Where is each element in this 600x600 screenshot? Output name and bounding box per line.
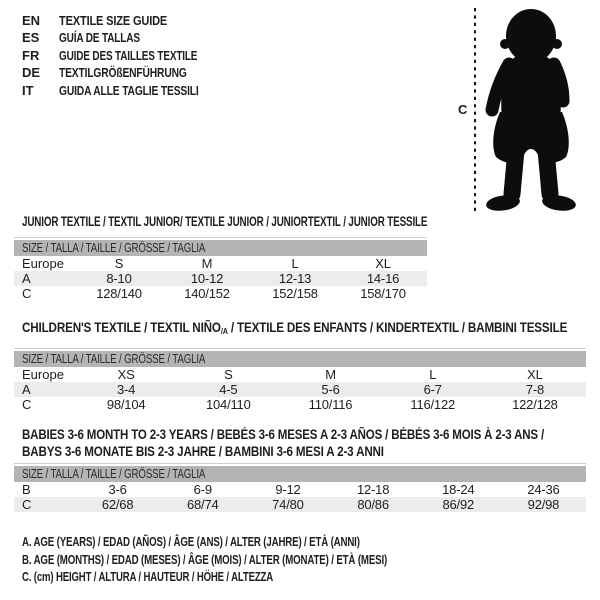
table-cell: 5-6 bbox=[321, 382, 340, 397]
table-cell: S bbox=[114, 256, 124, 271]
row-label: A bbox=[22, 271, 31, 286]
language-code: EN bbox=[22, 13, 41, 28]
section-title-text: BABYS 3-6 MONATE BIS 2-3 JAHRE / BAMBINI 3-6 MESI A 2-3 ANNI bbox=[22, 444, 384, 459]
table-row bbox=[14, 271, 427, 286]
height-measure-figure bbox=[455, 0, 600, 220]
footnote-b bbox=[22, 552, 492, 570]
table-cell: 4-5 bbox=[219, 382, 238, 397]
height-letter-label: C bbox=[458, 102, 468, 117]
row-label: C bbox=[22, 286, 32, 301]
table-cell: 3-6 bbox=[108, 482, 127, 497]
footnote-text: B. AGE (MONTHS) / EDAD (MESES) / ÂGE (MOIS) / ALTER (MONATE) / ETÀ (MESI) bbox=[22, 552, 388, 567]
table-row bbox=[14, 256, 427, 271]
table-cell: 7-8 bbox=[525, 382, 545, 397]
table-cell: 86/92 bbox=[442, 497, 475, 512]
section-title-children bbox=[22, 319, 600, 340]
table-cell: 98/104 bbox=[106, 397, 146, 412]
size-table-header bbox=[14, 240, 427, 256]
table-row bbox=[14, 482, 586, 497]
section-title-text: BABIES 3-6 MONTH TO 2-3 YEARS / BEBÉS 3-6 MESES A 2-3 AÑOS / BÉBÉS 3-6 MOIS À 2-3 ANS / bbox=[22, 427, 544, 442]
footnotes bbox=[22, 534, 492, 587]
language-title: GUIDA ALLE TAGLIE TESSILI bbox=[59, 82, 199, 98]
table-cell: 24-36 bbox=[527, 482, 560, 497]
row-label: Europe bbox=[22, 256, 64, 271]
table-cell: 110/116 bbox=[308, 397, 353, 412]
table-cell: 122/128 bbox=[512, 397, 558, 412]
table-cell: S bbox=[224, 367, 233, 382]
table-cell: M bbox=[201, 256, 213, 271]
row-label: B bbox=[22, 482, 31, 497]
title-part: CHILDREN'S TEXTILE / TEXTIL NIÑO bbox=[22, 320, 221, 335]
language-title-list bbox=[22, 12, 239, 99]
list-item bbox=[22, 29, 239, 46]
table-cell: 80/86 bbox=[357, 497, 389, 512]
table-cell: 128/140 bbox=[96, 286, 142, 301]
table-cell: 68/74 bbox=[186, 497, 219, 512]
size-header-text: SIZE / TALLA / TAILLE / GRÖSSE / TAGLIA bbox=[22, 467, 206, 481]
table-cell: XL bbox=[375, 256, 391, 271]
table-cell: 92/98 bbox=[527, 497, 560, 512]
footnote-a bbox=[22, 534, 492, 552]
table-cell: 12-18 bbox=[356, 482, 390, 497]
language-title: TEXTILGRÖßENFÜHRUNG bbox=[59, 65, 187, 81]
size-table-header bbox=[14, 351, 586, 367]
table-cell: XL bbox=[527, 367, 543, 382]
table-row bbox=[14, 367, 586, 382]
section-title-babies bbox=[22, 426, 600, 460]
table-row bbox=[14, 397, 586, 412]
table-cell: 104/110 bbox=[205, 397, 251, 412]
language-code: DE bbox=[22, 65, 41, 81]
table-cell: 9-12 bbox=[275, 482, 301, 497]
language-title: TEXTILE SIZE GUIDE bbox=[59, 13, 168, 28]
table-cell: 152/158 bbox=[272, 286, 318, 301]
list-item bbox=[22, 64, 239, 81]
title-subscript: /A bbox=[220, 326, 228, 336]
section-title-text bbox=[22, 319, 567, 340]
baby-silhouette bbox=[455, 0, 600, 220]
language-title: GUÍA DE TALLAS bbox=[59, 30, 140, 46]
table-row bbox=[14, 286, 427, 301]
size-header-text: SIZE / TALLA / TAILLE / GRÖSSE / TAGLIA bbox=[22, 241, 206, 255]
size-header-text: SIZE / TALLA / TAILLE / GRÖSSE / TAGLIA bbox=[22, 352, 206, 366]
section-title-text: JUNIOR TEXTILE / TEXTIL JUNIOR/ TEXTILE JUNIOR / JUNIORTEXTIL / JUNIOR TESSILE bbox=[22, 214, 428, 229]
table-cell: 10-12 bbox=[190, 271, 224, 286]
table-cell: 62/68 bbox=[101, 497, 134, 512]
table-cell: 74/80 bbox=[272, 497, 304, 512]
footnote-c bbox=[22, 569, 492, 587]
language-code: FR bbox=[22, 47, 40, 63]
table-cell: 8-10 bbox=[106, 271, 132, 286]
table-cell: 3-4 bbox=[117, 382, 136, 397]
table-cell: 140/152 bbox=[184, 286, 230, 301]
row-label: Europe bbox=[22, 367, 64, 382]
table-cell: 6-9 bbox=[193, 482, 212, 497]
size-table-junior bbox=[14, 237, 427, 301]
row-label: A bbox=[22, 382, 31, 397]
table-cell: 116/122 bbox=[410, 397, 456, 412]
section-title-junior bbox=[22, 213, 577, 230]
list-item bbox=[22, 82, 239, 99]
list-item bbox=[22, 12, 239, 29]
table-cell: L bbox=[429, 367, 437, 382]
table-cell: 6-7 bbox=[423, 382, 442, 397]
footnote-text: C. (cm) HEIGHT / ALTURA / HAUTEUR / HÖHE / ALTEZZA bbox=[22, 570, 274, 584]
table-cell: L bbox=[291, 256, 299, 271]
table-cell: XS bbox=[117, 367, 135, 382]
table-row bbox=[14, 382, 586, 397]
language-title: GUIDE DES TAILLES TEXTILE bbox=[59, 47, 198, 63]
table-row bbox=[14, 497, 586, 512]
footnote-text: A. AGE (YEARS) / EDAD (AÑOS) / ÂGE (ANS) / ALTER (JAHRE) / ETÀ (ANNI) bbox=[22, 535, 360, 549]
size-table-babies bbox=[14, 463, 586, 512]
table-cell: 14-16 bbox=[366, 271, 400, 286]
table-cell: 12-13 bbox=[278, 271, 312, 286]
title-part: / TEXTILE DES ENFANTS / KINDERTEXTIL / BAMBINI TESSILE bbox=[227, 320, 568, 335]
row-label: C bbox=[22, 397, 32, 412]
language-code: ES bbox=[22, 30, 40, 46]
table-cell: 158/170 bbox=[360, 286, 406, 301]
row-label: C bbox=[22, 497, 32, 512]
table-cell: M bbox=[325, 367, 336, 382]
list-item bbox=[22, 47, 239, 64]
size-table-header bbox=[14, 466, 586, 482]
table-cell: 18-24 bbox=[442, 482, 475, 497]
language-code: IT bbox=[22, 82, 34, 98]
size-table-children bbox=[14, 348, 586, 412]
